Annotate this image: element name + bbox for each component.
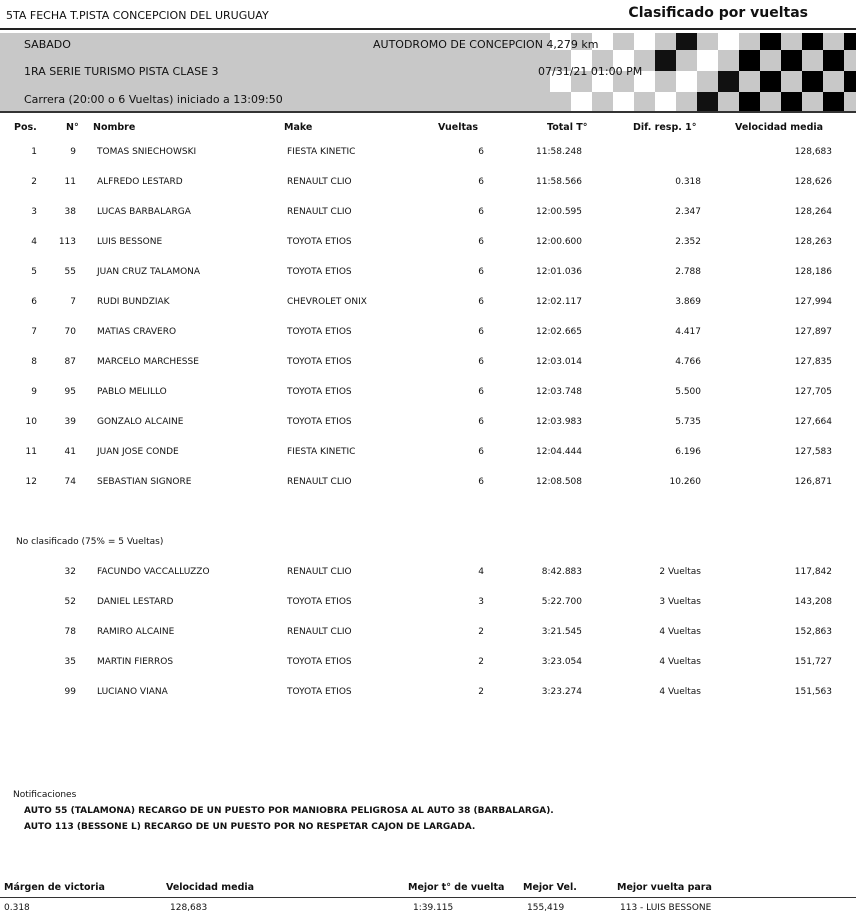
cell-laps: 6 — [478, 297, 484, 307]
table-row — [0, 177, 856, 193]
cell-laps: 6 — [478, 477, 484, 487]
cell-pos: 4 — [31, 237, 37, 247]
cell-speed: 127,897 — [794, 327, 832, 337]
avg-speed-header: Velocidad media — [166, 882, 255, 893]
checker-square — [781, 92, 802, 113]
cell-time: 12:03.748 — [536, 387, 582, 397]
cell-time: 11:58.566 — [536, 177, 582, 187]
col-num-header: N° — [66, 122, 79, 133]
cell-make: RENAULT CLIO — [287, 567, 352, 577]
cell-speed: 128,264 — [794, 207, 832, 217]
best-lap-driver-header: Mejor vuelta para — [617, 882, 712, 893]
cell-laps: 6 — [478, 207, 484, 217]
cell-laps: 6 — [478, 417, 484, 427]
avg-speed-value: 128,683 — [170, 903, 208, 913]
col-speed-header: Velocidad media — [735, 122, 824, 133]
cell-time: 12:02.117 — [536, 297, 582, 307]
cell-num: 55 — [64, 267, 76, 277]
not-classified-label: No clasificado (75% = 5 Vueltas) — [16, 537, 164, 547]
checker-square — [634, 33, 655, 50]
checker-square — [739, 92, 760, 113]
cell-time: 5:22.700 — [541, 597, 582, 607]
cell-speed: 126,871 — [794, 477, 832, 487]
best-speed-header: Mejor Vel. — [523, 882, 577, 893]
cell-num: 70 — [64, 327, 76, 337]
cell-speed: 128,683 — [794, 147, 832, 157]
cell-name: LUCIANO VIANA — [97, 687, 168, 697]
checker-square — [718, 33, 739, 50]
cell-laps: 6 — [478, 237, 484, 247]
table-row — [0, 387, 856, 403]
col-make-header: Make — [284, 122, 313, 133]
event-title: 5TA FECHA T.PISTA CONCEPCION DEL URUGUAY — [6, 9, 269, 22]
cell-time: 12:08.508 — [536, 477, 582, 487]
victory-margin-value: 0.318 — [4, 903, 30, 913]
cell-time: 12:04.444 — [536, 447, 582, 457]
col-laps-header: Vueltas — [438, 122, 479, 133]
best-speed-value: 155,419 — [527, 903, 565, 913]
cell-make: TOYOTA ETIOS — [287, 597, 352, 607]
cell-name: RUDI BUNDZIAK — [97, 297, 170, 307]
cell-time: 11:58.248 — [536, 147, 582, 157]
cell-name: PABLO MELILLO — [97, 387, 167, 397]
cell-diff: 2 Vueltas — [659, 567, 701, 577]
table-row — [0, 357, 856, 373]
best-lap-time-value: 1:39.115 — [413, 903, 454, 913]
cell-make: RENAULT CLIO — [287, 627, 352, 637]
notifications-label: Notificaciones — [13, 790, 77, 800]
cell-speed: 128,626 — [794, 177, 832, 187]
cell-time: 3:21.545 — [541, 627, 582, 637]
cell-name: ALFREDO LESTARD — [97, 177, 183, 187]
table-row — [0, 447, 856, 463]
cell-num: 99 — [64, 687, 76, 697]
cell-laps: 6 — [478, 387, 484, 397]
cell-name: DANIEL LESTARD — [97, 597, 174, 607]
table-row — [0, 207, 856, 223]
cell-speed: 117,842 — [794, 567, 832, 577]
series-name: 1RA SERIE TURISMO PISTA CLASE 3 — [24, 65, 219, 78]
cell-time: 12:03.983 — [536, 417, 582, 427]
checker-square — [676, 33, 697, 50]
cell-pos: 7 — [31, 327, 37, 337]
cell-diff: 5.500 — [675, 387, 701, 397]
cell-time: 12:02.665 — [536, 327, 582, 337]
cell-num: 7 — [70, 297, 76, 307]
cell-name: RAMIRO ALCAINE — [97, 627, 175, 637]
cell-time: 3:23.054 — [541, 657, 582, 667]
table-row — [0, 657, 856, 673]
cell-make: RENAULT CLIO — [287, 207, 352, 217]
cell-num: 95 — [64, 387, 76, 397]
cell-diff: 4 Vueltas — [659, 627, 701, 637]
cell-num: 87 — [64, 357, 76, 367]
cell-diff: 6.196 — [675, 447, 701, 457]
cell-num: 52 — [64, 597, 76, 607]
race-day: SABADO — [24, 38, 71, 51]
checker-square — [571, 92, 592, 113]
cell-pos: 3 — [31, 207, 37, 217]
cell-pos: 6 — [31, 297, 37, 307]
cell-pos: 1 — [31, 147, 37, 157]
cell-diff: 4.417 — [675, 327, 701, 337]
race-info: Carrera (20:00 o 6 Vueltas) iniciado a 13:09:50 — [24, 93, 283, 106]
cell-make: TOYOTA ETIOS — [287, 327, 352, 337]
notification-line: AUTO 113 (BESSONE L) RECARGO DE UN PUESTO POR NO RESPETAR CAJON DE LARGADA. — [24, 822, 476, 832]
cell-time: 12:01.036 — [536, 267, 582, 277]
cell-speed: 127,994 — [794, 297, 832, 307]
table-row — [0, 417, 856, 433]
table-row — [0, 567, 856, 583]
cell-num: 78 — [64, 627, 76, 637]
checker-square — [697, 92, 718, 113]
checker-square — [718, 71, 739, 92]
cell-pos: 12 — [25, 477, 37, 487]
checker-square — [697, 50, 718, 71]
cell-name: TOMAS SNIECHOWSKI — [97, 147, 197, 157]
cell-make: CHEVROLET ONIX — [287, 297, 367, 307]
cell-name: SEBASTIAN SIGNORE — [97, 477, 192, 487]
cell-diff: 0.318 — [675, 177, 701, 187]
checker-square — [760, 71, 781, 92]
cell-diff: 2.788 — [675, 267, 701, 277]
best-lap-driver-value: 113 - LUIS BESSONE — [620, 903, 712, 913]
top-bar — [0, 0, 856, 30]
cell-laps: 6 — [478, 147, 484, 157]
cell-diff: 10.260 — [669, 477, 701, 487]
checker-square — [844, 71, 856, 92]
cell-diff: 4 Vueltas — [659, 657, 701, 667]
col-pos-header: Pos. — [14, 122, 37, 133]
cell-laps: 6 — [478, 267, 484, 277]
cell-pos: 8 — [31, 357, 37, 367]
table-row — [0, 267, 856, 283]
cell-diff: 3.869 — [675, 297, 701, 307]
cell-num: 113 — [58, 237, 76, 247]
table-row — [0, 297, 856, 313]
cell-speed: 128,186 — [794, 267, 832, 277]
cell-laps: 2 — [478, 627, 484, 637]
cell-make: FIESTA KINETIC — [287, 447, 356, 457]
checker-square — [655, 92, 676, 113]
table-row — [0, 147, 856, 163]
checker-square — [760, 33, 781, 50]
col-diff-header: Dif. resp. 1° — [633, 122, 697, 133]
table-row — [0, 627, 856, 643]
cell-make: RENAULT CLIO — [287, 177, 352, 187]
cell-make: TOYOTA ETIOS — [287, 357, 352, 367]
cell-make: TOYOTA ETIOS — [287, 267, 352, 277]
col-time-header: Total T° — [547, 122, 588, 133]
cell-laps: 6 — [478, 357, 484, 367]
cell-laps: 3 — [478, 597, 484, 607]
cell-speed: 127,583 — [794, 447, 832, 457]
cell-laps: 6 — [478, 327, 484, 337]
cell-name: GONZALO ALCAINE — [97, 417, 184, 427]
cell-diff: 2.352 — [675, 237, 701, 247]
checker-square — [739, 50, 760, 71]
race-header — [0, 33, 856, 113]
cell-speed: 151,563 — [794, 687, 832, 697]
cell-time: 3:23.274 — [541, 687, 582, 697]
cell-pos: 9 — [31, 387, 37, 397]
cell-num: 38 — [64, 207, 76, 217]
cell-pos: 2 — [31, 177, 37, 187]
cell-name: LUIS BESSONE — [97, 237, 163, 247]
cell-name: MARTIN FIERROS — [97, 657, 174, 667]
cell-num: 9 — [70, 147, 76, 157]
report-title: Clasificado por vueltas — [628, 5, 808, 21]
cell-laps: 4 — [478, 567, 484, 577]
cell-make: TOYOTA ETIOS — [287, 237, 352, 247]
cell-laps: 6 — [478, 177, 484, 187]
cell-laps: 6 — [478, 447, 484, 457]
cell-num: 41 — [64, 447, 76, 457]
cell-make: TOYOTA ETIOS — [287, 687, 352, 697]
cell-time: 12:03.014 — [536, 357, 582, 367]
table-row — [0, 687, 856, 703]
cell-pos: 11 — [25, 447, 37, 457]
cell-laps: 2 — [478, 657, 484, 667]
cell-speed: 127,705 — [794, 387, 832, 397]
cell-make: TOYOTA ETIOS — [287, 657, 352, 667]
cell-make: TOYOTA ETIOS — [287, 417, 352, 427]
table-row — [0, 597, 856, 613]
victory-margin-header: Márgen de victoria — [4, 882, 105, 893]
checker-square — [676, 71, 697, 92]
cell-diff: 3 Vueltas — [659, 597, 701, 607]
cell-name: LUCAS BARBALARGA — [97, 207, 191, 217]
cell-speed: 128,263 — [794, 237, 832, 247]
best-lap-time-header: Mejor t° de vuelta — [408, 882, 505, 893]
cell-make: FIESTA KINETIC — [287, 147, 356, 157]
summary-divider — [0, 897, 856, 898]
cell-name: FACUNDO VACCALLUZZO — [97, 567, 210, 577]
table-row — [0, 477, 856, 493]
cell-laps: 2 — [478, 687, 484, 697]
cell-diff: 4.766 — [675, 357, 701, 367]
cell-num: 32 — [64, 567, 76, 577]
checker-square — [844, 33, 856, 50]
cell-time: 12:00.600 — [536, 237, 582, 247]
cell-num: 11 — [64, 177, 76, 187]
cell-num: 35 — [64, 657, 76, 667]
cell-name: MARCELO MARCHESSE — [97, 357, 199, 367]
table-row — [0, 327, 856, 343]
checker-square — [823, 50, 844, 71]
notification-line: AUTO 55 (TALAMONA) RECARGO DE UN PUESTO POR MANIOBRA PELIGROSA AL AUTO 38 (BARBALARGA). — [24, 806, 554, 816]
race-date: 07/31/21 01:00 PM — [538, 65, 643, 78]
cell-speed: 127,835 — [794, 357, 832, 367]
cell-diff: 2.347 — [675, 207, 701, 217]
checker-square — [781, 50, 802, 71]
cell-diff: 4 Vueltas — [659, 687, 701, 697]
cell-name: JUAN JOSE CONDE — [97, 447, 179, 457]
cell-num: 74 — [64, 477, 76, 487]
cell-make: TOYOTA ETIOS — [287, 387, 352, 397]
cell-speed: 152,863 — [794, 627, 832, 637]
cell-num: 39 — [64, 417, 76, 427]
checker-square — [802, 71, 823, 92]
checker-square — [823, 92, 844, 113]
table-row — [0, 237, 856, 253]
cell-speed: 143,208 — [794, 597, 832, 607]
checker-square — [802, 33, 823, 50]
cell-pos: 5 — [31, 267, 37, 277]
checker-square — [613, 92, 634, 113]
cell-make: RENAULT CLIO — [287, 477, 352, 487]
cell-speed: 127,664 — [794, 417, 832, 427]
cell-name: JUAN CRUZ TALAMONA — [97, 267, 201, 277]
cell-time: 12:00.595 — [536, 207, 582, 217]
cell-speed: 151,727 — [794, 657, 832, 667]
cell-name: MATIAS CRAVERO — [97, 327, 177, 337]
checker-square — [655, 50, 676, 71]
track-name: AUTODROMO DE CONCEPCION 4,279 km — [373, 38, 599, 51]
col-name-header: Nombre — [93, 122, 136, 133]
cell-diff: 5.735 — [675, 417, 701, 427]
cell-time: 8:42.883 — [541, 567, 582, 577]
cell-pos: 10 — [25, 417, 37, 427]
